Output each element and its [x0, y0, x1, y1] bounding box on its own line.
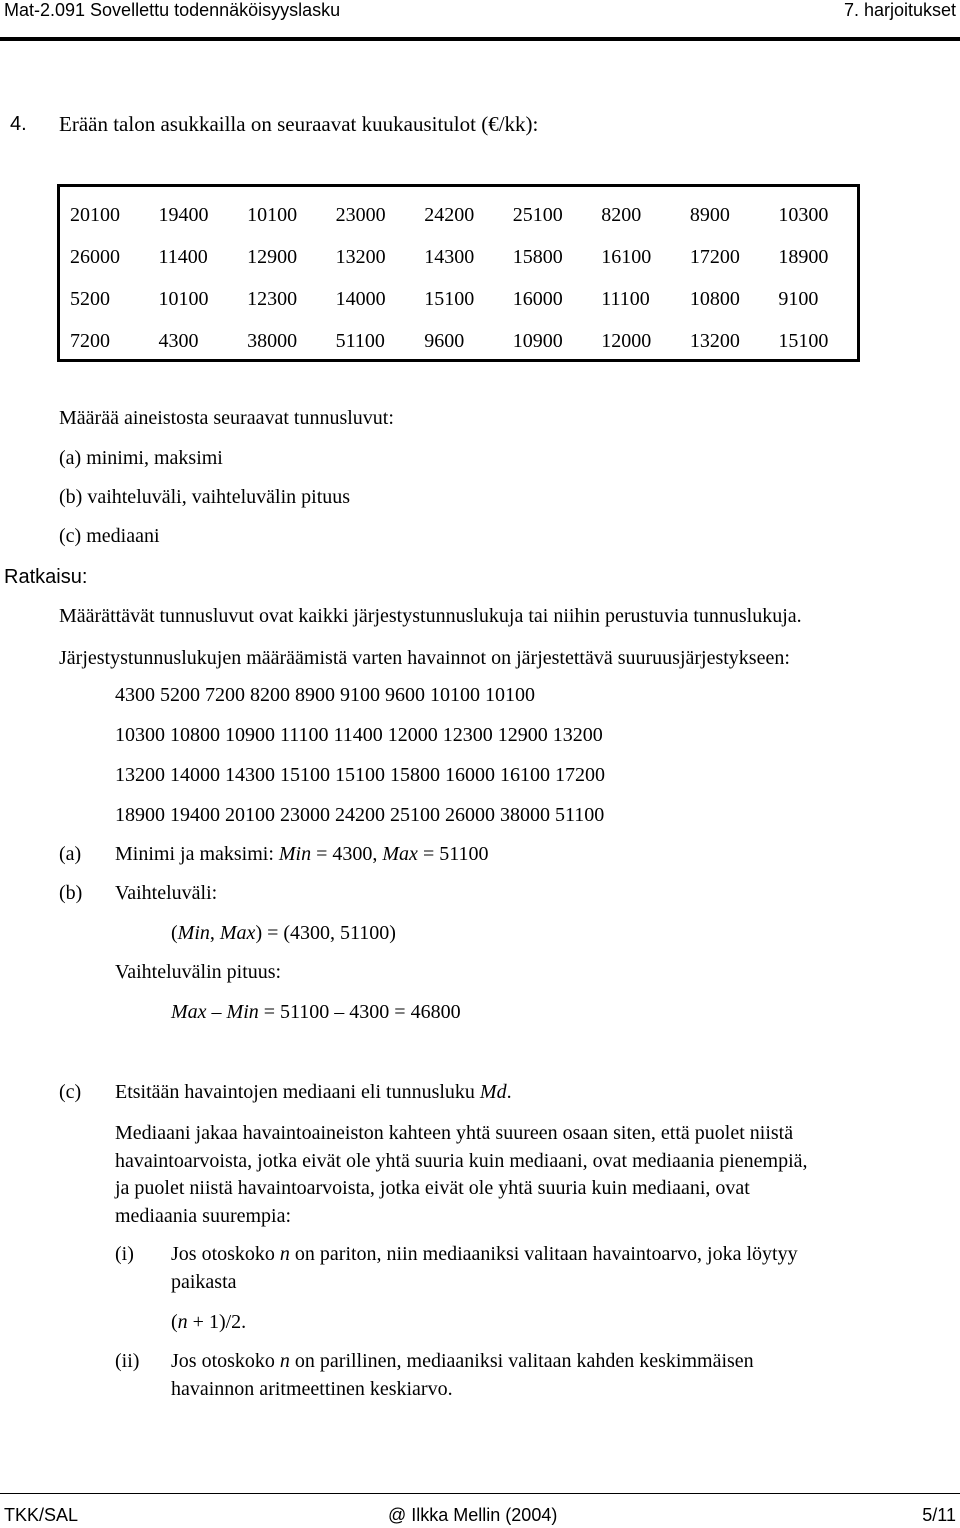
- table-cell: 15800: [512, 245, 563, 268]
- answer-c-text: Etsitään havaintojen mediaani eli tunnusluku Md.: [115, 1081, 512, 1103]
- range-title: Vaihteluväli:: [115, 882, 218, 904]
- paragraph-line: havaintoarvoista, jotka eivät ole yhtä suuria kuin mediaani, ovat mediaania pienempiä,: [115, 1149, 808, 1172]
- table-cell: 11100: [601, 287, 650, 310]
- question-c: (c) mediaani: [59, 525, 160, 547]
- question-b: (b) vaihteluväli, vaihteluvälin pituus: [59, 486, 351, 508]
- questions-intro: Määrää aineistosta seuraavat tunnusluvut:: [59, 407, 394, 429]
- table-cell: 20100: [70, 203, 120, 226]
- answer-b-label: (b): [59, 882, 83, 904]
- table-cell: 18900: [778, 245, 829, 268]
- footer-divider: [0, 1493, 960, 1494]
- table-cell: 14000: [335, 287, 386, 310]
- paragraph-line: ja puolet niistä havaintoarvoista, jotka eivät ole yhtä suuria kuin mediaani, ovat: [115, 1177, 750, 1199]
- solution-heading: Ratkaisu:: [4, 566, 88, 588]
- table-cell: 16000: [512, 287, 563, 310]
- table-cell: 12900: [247, 245, 298, 268]
- solution-paragraph-2: Järjestystunnuslukujen määräämistä varten havainnot on järjestettävä suuruusjärjestykseen:: [59, 647, 790, 669]
- table-cell: 15100: [424, 287, 475, 310]
- table-cell: 15100: [778, 329, 829, 352]
- table-cell: 10100: [247, 203, 298, 226]
- table-cell: 11400: [158, 245, 208, 268]
- table-cell: 17200: [689, 245, 740, 268]
- case-ii-label: (ii): [115, 1350, 140, 1372]
- table-cell: 38000: [247, 329, 298, 352]
- course-title: Mat-2.091 Sovellettu todennäköisyyslasku: [4, 0, 341, 20]
- median-definition-paragraph: [115, 1120, 945, 1230]
- table-cell: 9600: [424, 329, 465, 352]
- table-cell: 5200: [70, 287, 110, 310]
- table-cell: 7200: [70, 329, 110, 352]
- table-cell: 13200: [689, 329, 740, 352]
- case-i-text: Jos otoskoko n on pariton, niin mediaaniksi valitaan havaintoarvo, joka löytyy: [171, 1243, 798, 1265]
- table-cell: 8900: [689, 203, 730, 226]
- solution-paragraph-1: Määrättävät tunnusluvut ovat kaikki järjestystunnuslukuja tai niihin perustuvia tunnuslukuja.: [59, 605, 802, 627]
- table-row: [60, 278, 857, 320]
- table-cell: 10800: [689, 287, 740, 310]
- sorted-row: 10300 10800 10900 11100 11400 12000 12300 12900 13200: [115, 724, 603, 746]
- answer-a-label: (a): [59, 843, 82, 865]
- table-cell: 51100: [335, 329, 385, 352]
- table-cell: 26000: [70, 245, 120, 268]
- median-position-formula: (n + 1)/2.: [171, 1311, 247, 1333]
- section-title: 7. harjoitukset: [843, 0, 956, 20]
- table-cell: 24200: [424, 203, 475, 226]
- table-row: [60, 236, 857, 278]
- table-cell: 12300: [247, 287, 298, 310]
- table-row: [60, 320, 857, 362]
- header-divider: [0, 37, 960, 41]
- table-cell: 13200: [335, 245, 386, 268]
- paragraph-line: mediaania suurempia:: [115, 1204, 292, 1227]
- page-number: 5/11: [922, 1505, 956, 1525]
- case-i-text-cont: paikasta: [171, 1271, 237, 1293]
- answer-c-label: (c): [59, 1081, 82, 1103]
- sorted-row: 4300 5200 7200 8200 8900 9100 9600 10100 10100: [115, 684, 535, 706]
- footer-institution: TKK/SAL: [4, 1505, 79, 1525]
- table-row: [60, 194, 857, 236]
- table-cell: 4300: [158, 329, 199, 352]
- case-i-label: (i): [115, 1243, 134, 1265]
- sorted-row: 13200 14000 14300 15100 15100 15800 16000 16100 17200: [115, 764, 605, 786]
- range-length-value: Max – Min = 51100 – 4300 = 46800: [171, 1001, 461, 1023]
- problem-number: 4.: [10, 113, 27, 135]
- table-cell: 16100: [601, 245, 652, 268]
- table-cell: 8200: [601, 203, 642, 226]
- table-cell: 10900: [512, 329, 563, 352]
- case-ii-text: Jos otoskoko n on parillinen, mediaaniksi valitaan kahden keskimmäisen: [171, 1350, 754, 1372]
- table-cell: 23000: [335, 203, 386, 226]
- income-data-table: [57, 184, 860, 362]
- range-value: (Min, Max) = (4300, 51100): [171, 922, 396, 944]
- range-length-title: Vaihteluvälin pituus:: [115, 961, 282, 983]
- table-cell: 10300: [778, 203, 829, 226]
- table-cell: 10100: [158, 287, 209, 310]
- case-ii-text-cont: havainnon aritmeettinen keskiarvo.: [171, 1378, 453, 1400]
- table-cell: 25100: [512, 203, 563, 226]
- table-cell: 14300: [424, 245, 475, 268]
- sorted-row: 18900 19400 20100 23000 24200 25100 26000 38000 51100: [115, 804, 605, 826]
- table-cell: 9100: [778, 287, 819, 310]
- problem-statement: Erään talon asukkailla on seuraavat kuukausitulot (€/kk):: [59, 112, 539, 136]
- question-a: (a) minimi, maksimi: [59, 447, 223, 469]
- table-cell: 19400: [158, 203, 209, 226]
- footer-author: @ Ilkka Mellin (2004): [388, 1505, 558, 1525]
- paragraph-line: Mediaani jakaa havaintoaineiston kahteen yhtä suureen osaan siten, että puolet niistä: [115, 1122, 794, 1144]
- answer-a-text: Minimi ja maksimi: Min = 4300, Max = 51100: [115, 843, 489, 865]
- table-cell: 12000: [601, 329, 652, 352]
